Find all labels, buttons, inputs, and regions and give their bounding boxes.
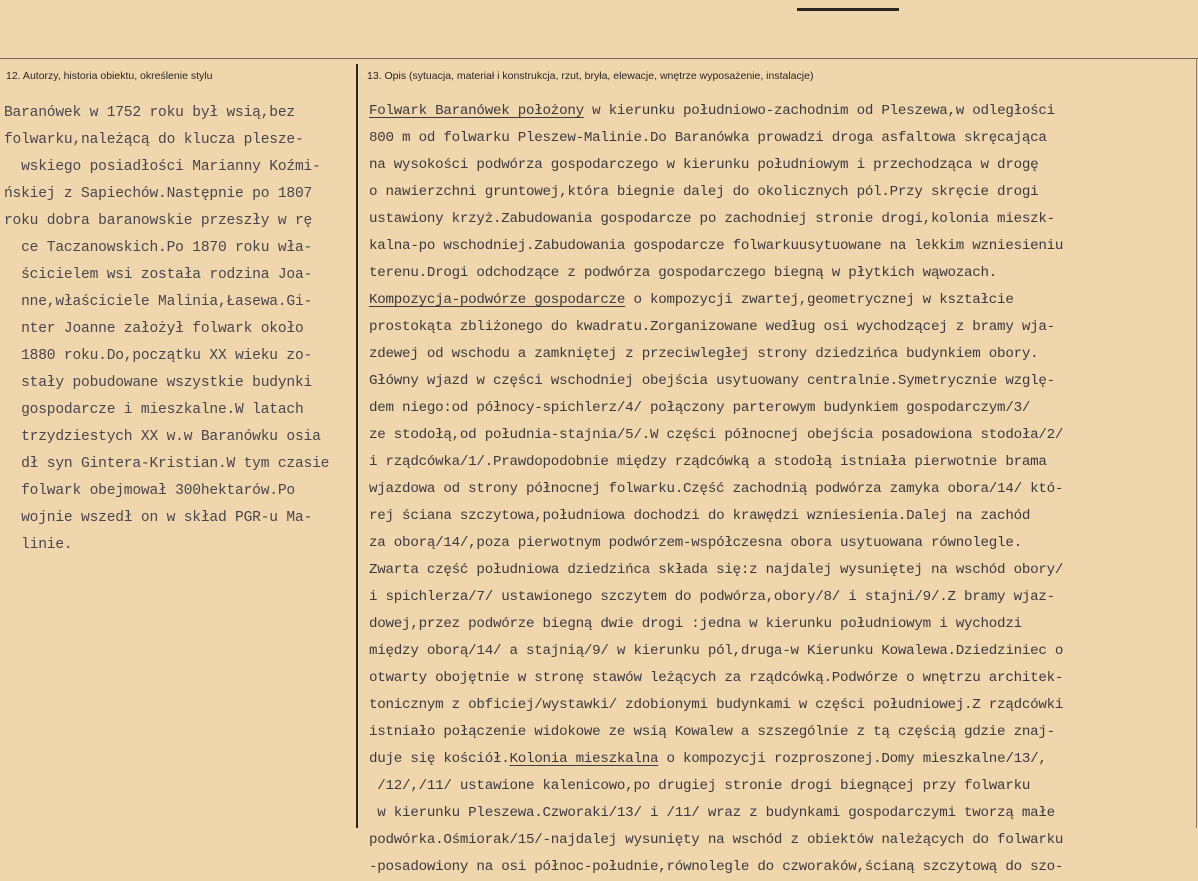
underlined-heading: Kolonia mieszkalna xyxy=(509,751,659,767)
history-line: wojnie wszedł on w skład PGR-u Ma- xyxy=(4,510,313,526)
description-line xyxy=(369,152,1198,179)
description-line xyxy=(369,341,1198,368)
history-line: wskiego posiadłości Marianny Koźmi- xyxy=(4,159,321,175)
description-line xyxy=(369,98,1198,125)
section-13-heading: 13. Opis (sytuacja, materiał i konstrukcja, rzut, bryła, elewacje, wnętrze wyposażenie, instalacje) xyxy=(367,70,814,82)
description-text-segment: między oborą/14/ a stajnią/9/ w kierunku pól,druga-w Kierunku Kowalewa.Dziedziniec o xyxy=(369,643,1064,659)
description-line xyxy=(369,206,1198,233)
description-text-segment: Główny wjazd w części wschodniej obejścia usytuowany centralnie.Symetrycznie wzglę- xyxy=(369,373,1055,389)
history-line: trzydziestych XX w.w Baranówku osia xyxy=(4,429,321,445)
description-line xyxy=(369,179,1198,206)
description-text-segment: dowej,przez podwórze biegną dwie drogi :jedna w kierunku południowym i wychodzi xyxy=(369,616,1022,632)
description-text-segment: w kierunku Pleszewa.Czworaki/13/ i /11/ wraz z budynkami gospodarczymi tworzą małe xyxy=(369,805,1055,821)
description-text-segment: zdewej od wschodu a zamkniętej z przeciwległej strony dziedzińca budynkiem obory. xyxy=(369,346,1039,362)
description-line xyxy=(369,314,1198,341)
header-rule xyxy=(0,0,1198,59)
description-line xyxy=(369,368,1198,395)
description-line xyxy=(369,665,1198,692)
history-line: linie. xyxy=(4,537,73,553)
description-text-segment: o nawierzchni gruntowej,która biegnie dalej do okolicznych pól.Przy skręcie drogi xyxy=(369,184,1039,200)
description-line xyxy=(369,395,1198,422)
description-text-segment: -posadowiony na osi północ-południe,równolegle do czworaków,ścianą szczytową do szo- xyxy=(369,859,1064,875)
description-line xyxy=(369,422,1198,449)
description-text-segment: 800 m od folwarku Pleszew-Malinie.Do Baranówka prowadzi droga asfaltowa skręcająca xyxy=(369,130,1047,146)
history-line: ścicielem wsi została rodzina Joa- xyxy=(4,267,313,283)
description-line xyxy=(369,746,1198,773)
description-line xyxy=(369,260,1198,287)
description-line xyxy=(369,773,1198,800)
description-line xyxy=(369,476,1198,503)
history-line: nter Joanne założył folwark około xyxy=(4,321,304,337)
top-mark xyxy=(797,8,899,11)
description-line xyxy=(369,800,1198,827)
description-text-segment: kalna-po wschodniej.Zabudowania gospodarcze folwarkuusytuowane na lekkim wzniesieniu xyxy=(369,238,1064,254)
description-text-segment: o kompozycji rozproszonej.Domy mieszkalne/13/, xyxy=(658,751,1047,767)
description-text-segment: i rządcówka/1/.Prawdopodobnie między rządcówką a stodołą istniała pierwotnie brama xyxy=(369,454,1047,470)
description-text-segment: i spichlerza/7/ ustawionego szczytem do podwórza,obory/8/ i stajni/9/.Z bramy wjaz- xyxy=(369,589,1055,605)
description-line xyxy=(369,719,1198,746)
description-text-segment: ze stodołą,od południa-stajnia/5/.W części północnej obejścia posadowiona stodoła/2/ xyxy=(369,427,1064,443)
underlined-heading: Kompozycja-podwórze gospodarcze xyxy=(369,292,626,308)
description-text-segment: duje się kościół. xyxy=(369,751,510,767)
description-line xyxy=(369,530,1198,557)
description-text-segment: Zwarta część południowa dziedzińca składa się:z najdalej wysuniętej na wschód obory/ xyxy=(369,562,1064,578)
description-line xyxy=(369,557,1198,584)
history-line: folwark obejmował 300hektarów.Po xyxy=(4,483,295,499)
history-line: stały pobudowane wszystkie budynki xyxy=(4,375,313,391)
description-text-segment: podwórka.Ośmiorak/15/-najdalej wysunięty na wschód z obiektów należących do folwarku xyxy=(369,832,1064,848)
description-line xyxy=(369,449,1198,476)
history-text xyxy=(4,100,356,559)
history-line: ńskiej z Sapiechów.Następnie po 1807 xyxy=(4,186,313,202)
description-text-segment: ustawiony krzyż.Zabudowania gospodarcze po zachodniej stronie drogi,kolonia mieszk- xyxy=(369,211,1055,227)
section-12-heading: 12. Autorzy, historia obiektu, określenie stylu xyxy=(6,70,213,82)
description-text-segment: /12/,/11/ ustawione kalenicowo,po drugiej stronie drogi biegnącej przy folwarku xyxy=(369,778,1031,794)
description-text-segment: tonicznym z obficiej/wystawki/ zdobionymi budynkami w części południowej.Z rządcówki xyxy=(369,697,1064,713)
history-line: roku dobra baranowskie przeszły w rę xyxy=(4,213,313,229)
description-line xyxy=(369,638,1198,665)
description-line xyxy=(369,125,1198,152)
description-line xyxy=(369,287,1198,314)
description-text-segment: prostokąta zbliżonego do kwadratu.Zorganizowane według osi wychodzącej z bramy wja- xyxy=(369,319,1055,335)
description-line xyxy=(369,827,1198,854)
description-text-segment: rej ściana szczytowa,południowa dochodzi do krawędzi wzniesienia.Dalej na zachód xyxy=(369,508,1031,524)
description-line xyxy=(369,584,1198,611)
history-line: nne,właściciele Malinia,Łasewa.Gi- xyxy=(4,294,313,310)
description-text xyxy=(369,98,1198,881)
history-line: folwarku,należącą do klucza plesze- xyxy=(4,132,304,148)
description-line xyxy=(369,503,1198,530)
description-text-segment: o kompozycji zwartej,geometrycznej w kształcie xyxy=(625,292,1014,308)
description-line xyxy=(369,854,1198,881)
description-text-segment: wjazdowa od strony północnej folwarku.Część zachodnią podwórza zamyka obora/14/ któ- xyxy=(369,481,1064,497)
description-text-segment: na wysokości podwórza gospodarczego w kierunku południowym i przechodząca w drogę xyxy=(369,157,1039,173)
column-divider xyxy=(356,64,358,828)
description-text-segment: w kierunku południowo-zachodnim od Pleszewa,w odległości xyxy=(583,103,1055,119)
description-text-segment: dem niego:od północy-spichlerz/4/ połączony parterowym budynkiem gospodarczym/3/ xyxy=(369,400,1031,416)
description-text-segment: za oborą/14/,poza pierwotnym podwórzem-współczesna obora usytuowana równolegle. xyxy=(369,535,1022,551)
description-text-segment: istniało połączenie widokowe ze wsią Kowalew a szszególnie z tą częścią gdzie znaj- xyxy=(369,724,1055,740)
history-line: dł syn Gintera-Kristian.W tym czasie xyxy=(4,456,330,472)
history-line: gospodarcze i mieszkalne.W latach xyxy=(4,402,304,418)
underlined-heading: Folwark Baranówek położony xyxy=(369,103,584,119)
history-line: 1880 roku.Do,początku XX wieku zo- xyxy=(4,348,313,364)
history-line: Baranówek w 1752 roku był wsią,bez xyxy=(4,105,295,121)
history-line: ce Taczanowskich.Po 1870 roku wła- xyxy=(4,240,313,256)
description-text-segment: otwarty obojętnie w stronę stawów leżących za rządcówką.Podwórze o wnętrzu architek- xyxy=(369,670,1064,686)
description-line xyxy=(369,233,1198,260)
description-text-segment: terenu.Drogi odchodzące z podwórza gospodarczego biegną w płytkich wąwozach. xyxy=(369,265,998,281)
description-line xyxy=(369,611,1198,638)
description-line xyxy=(369,692,1198,719)
